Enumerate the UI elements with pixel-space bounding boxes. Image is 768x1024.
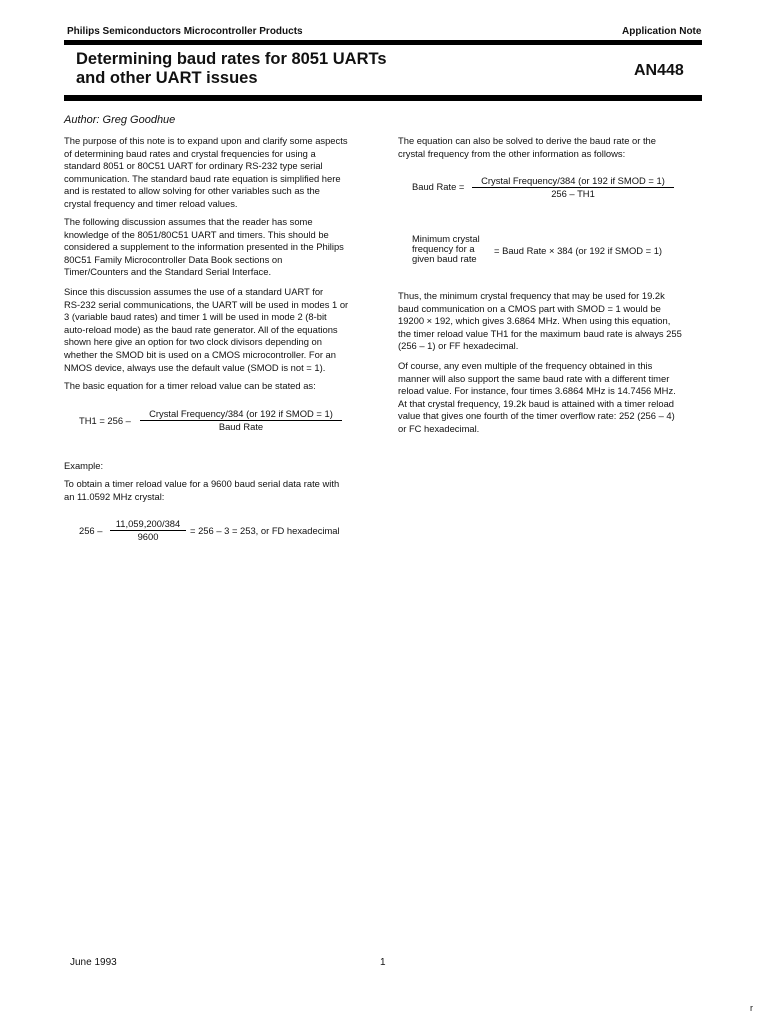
eq2-rhs: = 256 – 3 = 253, or FD hexadecimal xyxy=(190,525,340,536)
text-line: The basic equation for a timer reload value can be stated as: xyxy=(64,380,316,391)
text-line: knowledge of the 8051/80C51 UART and timers. This should be xyxy=(64,228,329,240)
title-line-1: Determining baud rates for 8051 UARTs xyxy=(76,50,387,68)
corner-mark: r xyxy=(750,1003,753,1013)
text-line: (256 – 1) or FF hexadecimal. xyxy=(398,340,519,352)
text-line: At that crystal frequency, 19.2k baud is attained with a timer reload xyxy=(398,397,675,409)
text-line: crystal frequency from the other information as follows: xyxy=(398,147,626,159)
title-line-2: and other UART issues xyxy=(76,69,258,87)
text-line: shown here give an option for two clock divisors depending on xyxy=(64,336,322,348)
text-line: NMOS device, always use the default value (SMOD is not = 1). xyxy=(64,361,326,373)
left-paragraph-3 xyxy=(64,286,348,374)
text-line: Timer/Counters and the Standard Serial Interface. xyxy=(64,266,272,278)
text-line: or FC hexadecimal. xyxy=(398,422,480,434)
top-rule xyxy=(64,40,702,45)
text-line: crystal frequency and timer reload values. xyxy=(64,197,238,209)
text-line: Minimum crystal xyxy=(412,233,480,244)
left-paragraph-2 xyxy=(64,216,344,279)
left-paragraph-1 xyxy=(64,135,348,211)
right-paragraph-2 xyxy=(398,290,682,353)
eq4-lhs xyxy=(412,234,480,264)
company-header: Philips Semiconductors Microcontroller Products xyxy=(67,26,303,37)
footer-page-number: 1 xyxy=(380,957,386,968)
text-line: and is restated to allow solving for other variables such as the xyxy=(64,185,320,197)
eq3-numerator: Crystal Frequency/384 (or 192 if SMOD = 1) xyxy=(481,175,665,186)
eq1-numerator: Crystal Frequency/384 (or 192 if SMOD = 1) xyxy=(149,408,333,419)
text-line: manner will also support the same baud rate with a different timer xyxy=(398,372,670,384)
eq3-lhs: Baud Rate = xyxy=(412,181,465,192)
text-line: Since this discussion assumes the use of a standard UART for xyxy=(64,286,324,297)
eq3-denominator: 256 – TH1 xyxy=(551,188,595,199)
left-paragraph-5 xyxy=(64,460,103,473)
text-line: Of course, any even multiple of the frequency obtained in this xyxy=(398,360,653,371)
text-line: an 11.0592 MHz crystal: xyxy=(64,490,165,502)
text-line: RS-232 serial communications, the UART will be used in modes 1 or xyxy=(64,298,349,310)
text-line: value that gives one fourth of the timer overflow rate: 252 (256 – 4) xyxy=(398,410,675,422)
text-line: 80C51 Family Microcontroller Data Book sections on xyxy=(64,253,283,265)
left-paragraph-6 xyxy=(64,478,339,503)
text-line: whether the SMOD bit is used on a CMOS microcontroller. For an xyxy=(64,348,336,360)
eq2-denominator: 9600 xyxy=(137,531,159,542)
text-line: of determining baud rates and crystal frequencies for using a xyxy=(64,147,316,159)
left-paragraph-4 xyxy=(64,380,316,393)
text-line: The equation can also be solved to derive the baud rate or the xyxy=(398,135,656,146)
text-line: Example: xyxy=(64,460,104,471)
title-rule xyxy=(64,95,702,101)
eq1-lhs: TH1 = 256 – xyxy=(79,415,131,426)
text-line: considered a supplement to the information presented in the Philips xyxy=(64,241,344,253)
eq2-numerator: 11,059,200/384 xyxy=(115,518,181,529)
eq4-rhs: = Baud Rate × 384 (or 192 if SMOD = 1) xyxy=(494,245,663,256)
footer-date: June 1993 xyxy=(70,957,117,968)
text-line: auto-reload mode) as the baud rate generator. All of the equations xyxy=(64,323,338,335)
text-line: given baud rate xyxy=(412,253,477,264)
text-line: standard 8051 or 80C51 UART for ordinary RS-232 type serial xyxy=(64,160,323,172)
text-line: the timer reload value TH1 for the maximum baud rate is always 255 xyxy=(398,327,682,339)
text-line: To obtain a timer reload value for a 9600 baud serial data rate with xyxy=(64,478,340,489)
right-paragraph-3 xyxy=(398,360,676,436)
text-line: frequency for a xyxy=(412,243,475,254)
eq1-denominator: Baud Rate xyxy=(218,421,264,432)
page-title xyxy=(76,50,387,88)
eq2-lhs: 256 – xyxy=(79,525,103,536)
right-paragraph-1 xyxy=(398,135,656,160)
document-id: AN448 xyxy=(634,62,684,79)
author-line: Author: Greg Goodhue xyxy=(64,114,176,126)
doc-type-header: Application Note xyxy=(622,26,702,37)
text-line: reload value. For instance, four times 3.6864 MHz is 14.7456 MHz. xyxy=(398,385,676,397)
text-line: baud communication on a CMOS part with SMOD = 1 would be xyxy=(398,302,661,314)
text-line: communication. The standard baud rate equation is simplified here xyxy=(64,172,341,184)
text-line: Thus, the minimum crystal frequency that may be used for 19.2k xyxy=(398,290,665,301)
text-line: 19200 × 192, which gives 3.6864 MHz. When using this equation, xyxy=(398,315,671,327)
text-line: The purpose of this note is to expand upon and clarify some aspects xyxy=(64,135,348,146)
text-line: The following discussion assumes that the reader has some xyxy=(64,216,313,227)
text-line: 3 (variable baud rates) and timer 1 will be used in mode 2 (8-bit xyxy=(64,311,327,323)
